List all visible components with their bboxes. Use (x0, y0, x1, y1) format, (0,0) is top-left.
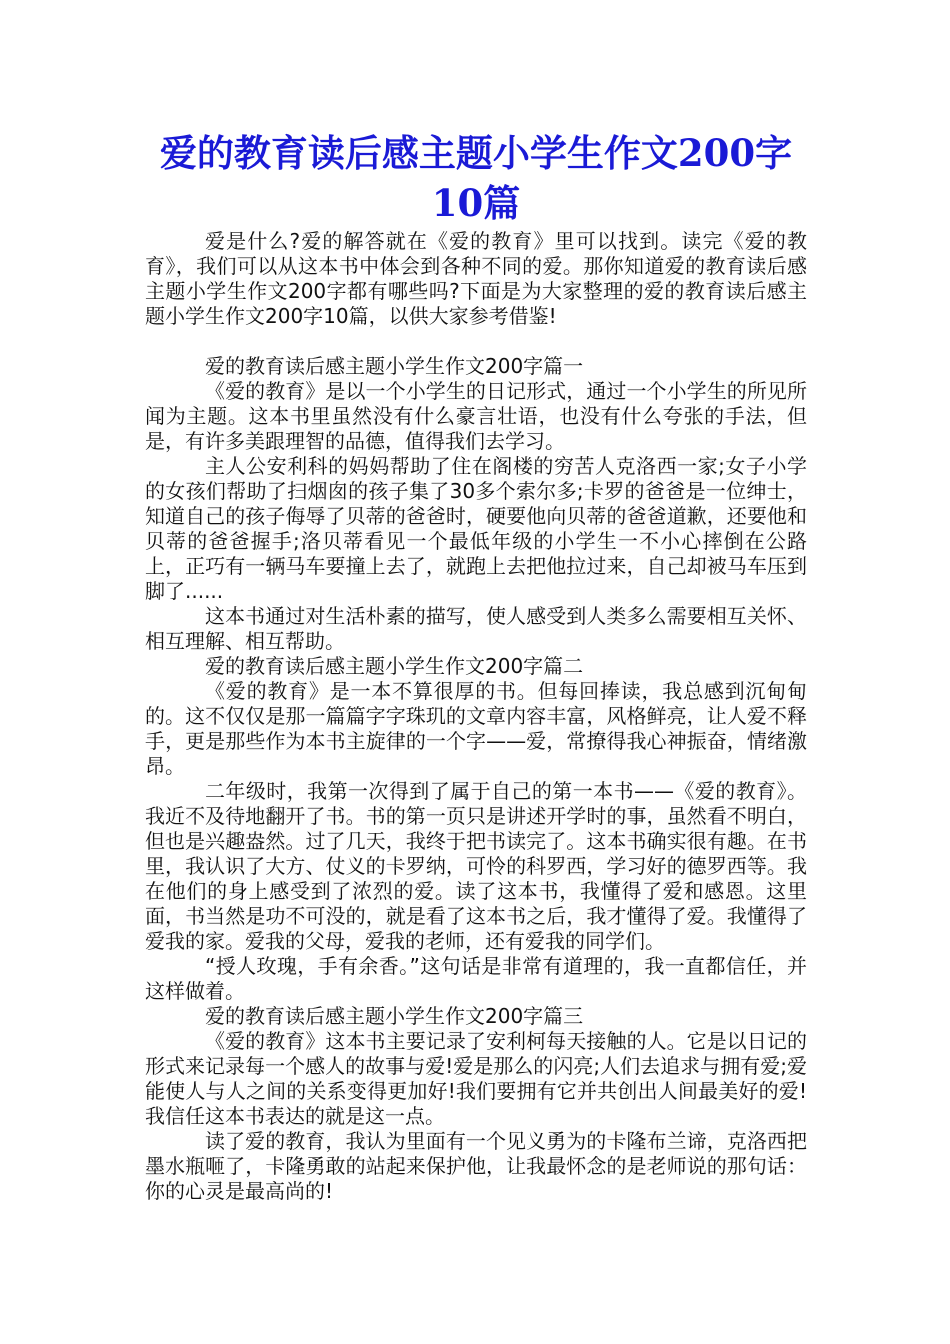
paragraph-gap (145, 329, 807, 354)
intro-paragraph: 爱是什么?爱的解答就在《爱的教育》里可以找到。读完《爱的教育》，我们可以从这本书中体会到各种不同的爱。那你知道爱的教育读后感主题小学生作文200字都有哪些吗?下面是为大家整理的爱的教育读后感主题小学生作文200字10篇，以供大家参考借鉴! (145, 229, 807, 328)
section-3-paragraph-2: 读了爱的教育，我认为里面有一个见义勇为的卡隆布兰谛，克洛西把墨水瓶咂了，卡隆勇敢的站起来保护他，让我最怀念的是老师说的那句话：你的心灵是最高尚的! (145, 1129, 807, 1203)
section-heading-2: 爱的教育读后感主题小学生作文200字篇二 (205, 654, 584, 678)
section-2-paragraph-3: “授人玫瑰，手有余香。”这句话是非常有道理的，我一直都信任，并这样做着。 (145, 954, 807, 1003)
document-body (145, 229, 807, 1204)
section-1-paragraph-2: 主人公安利科的妈妈帮助了住在阁楼的穷苦人克洛西一家;女子小学的女孩们帮助了扫烟囱的孩子集了30多个索尔多;卡罗的爸爸是一位绅士，知道自己的孩子侮辱了贝蒂的爸爸时，硬要他向贝蒂的爸爸道歉，还要他和贝蒂的爸爸握手;洛贝蒂看见一个最低年级的小学生一不小心摔倒在公路上，正巧有一辆马车要撞上去了，就跑上去把他拉过来，自己却被马车压到脚了...... (145, 454, 807, 603)
section-heading-1: 爱的教育读后感主题小学生作文200字篇一 (205, 354, 584, 378)
section-1-paragraph-1: 《爱的教育》是以一个小学生的日记形式，通过一个小学生的所见所闻为主题。这本书里虽然没有什么豪言壮语，也没有什么夸张的手法，但是，有许多美跟理智的品德，值得我们去学习。 (145, 379, 807, 453)
document-title: 爱的教育读后感主题小学生作文200字10篇 (159, 131, 793, 225)
document-page (145, 128, 807, 1204)
section-1-paragraph-3: 这本书通过对生活朴素的描写，使人感受到人类多么需要相互关怀、相互理解、相互帮助。 (145, 604, 807, 653)
section-2-paragraph-2: 二年级时，我第一次得到了属于自己的第一本书——《爱的教育》。我近不及待地翻开了书。书的第一页只是讲述开学时的事，虽然看不明白，但也是兴趣盎然。过了几天，我终于把书读完了。这本书确实很有趣。在书里，我认识了大方、仗义的卡罗纳，可怜的科罗西，学习好的德罗西等。我在他们的身上感受到了浓烈的爱。读了这本书，我懂得了爱和感恩。这里面，书当然是功不可没的，就是看了这本书之后，我才懂得了爱。我懂得了爱我的家。爱我的父母，爱我的老师，还有爱我的同学们。 (145, 779, 807, 953)
section-2-paragraph-1: 《爱的教育》是一本不算很厚的书。但每回捧读，我总感到沉甸甸的。这不仅仅是那一篇篇字字珠玑的文章内容丰富，风格鲜亮，让人爱不释手，更是那些作为本书主旋律的一个字——爱，常撩得我心神振奋，情绪激昂。 (145, 679, 807, 778)
section-3-paragraph-1: 《爱的教育》这本书主要记录了安利柯每天接触的人。它是以日记的形式来记录每一个感人的故事与爱!爱是那么的闪亮;人们去追求与拥有爱;爱能使人与人之间的关系变得更加好!我们要拥有它并共创出人间最美好的爱!我信任这本书表达的就是这一点。 (145, 1029, 807, 1128)
section-heading-3: 爱的教育读后感主题小学生作文200字篇三 (205, 1004, 584, 1028)
